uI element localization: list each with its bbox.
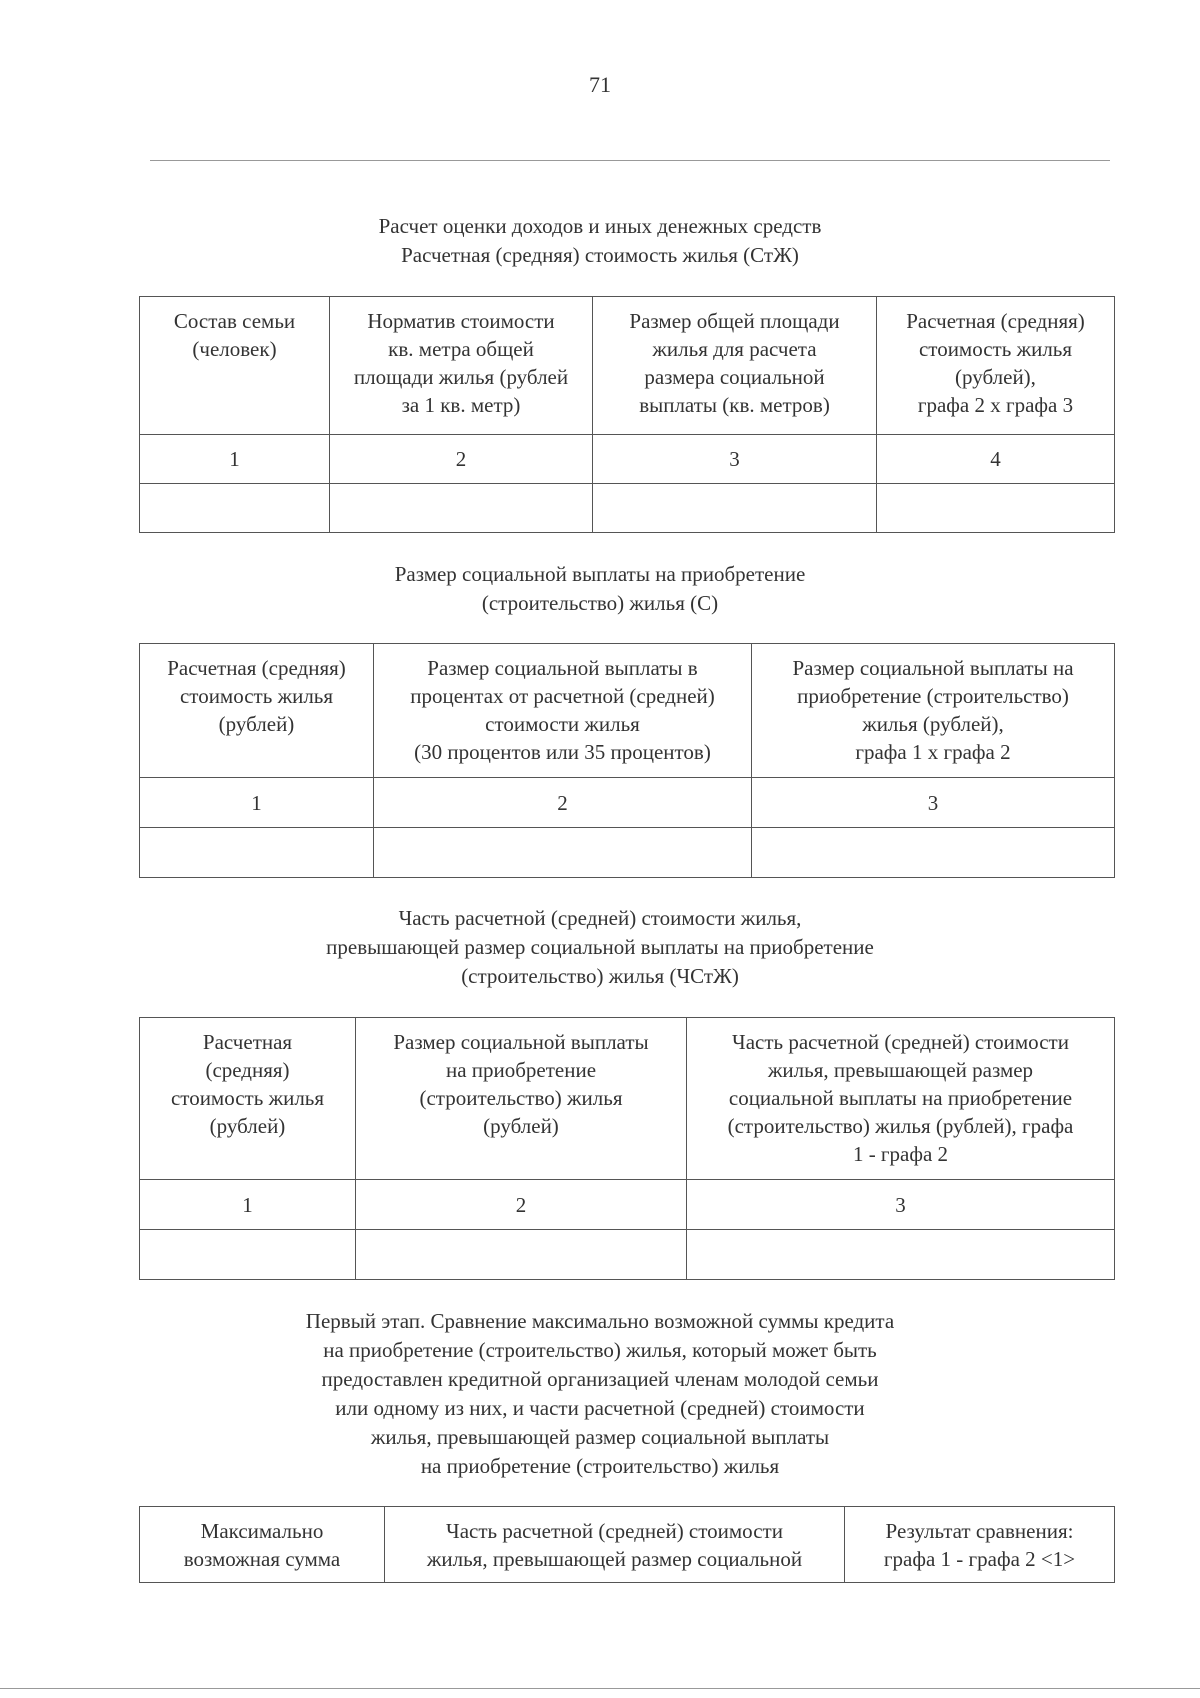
header-line: Расчетная xyxy=(202,1030,293,1054)
section4-title-line: на приобретение (строительство) жилья xyxy=(420,1454,780,1478)
bottom-rule xyxy=(0,1688,1200,1689)
header-line: Норматив стоимости xyxy=(367,309,555,333)
header-payment-amount xyxy=(752,644,1115,778)
empty-cell xyxy=(752,828,1115,878)
header-line: Максимально xyxy=(200,1519,324,1543)
column-number: 1 xyxy=(140,778,374,828)
section4-title-line: Первый этап. Сравнение максимально возможной суммы кредита xyxy=(305,1309,895,1333)
column-number: 1 xyxy=(140,435,330,484)
header-line: Расчетная (средняя) xyxy=(906,309,1085,333)
header-line: стоимость жилья xyxy=(170,1086,325,1110)
section2-title-line2: (строительство) жилья (С) xyxy=(481,591,719,615)
section3-title-line1: Часть расчетной (средней) стоимости жилья, xyxy=(398,906,802,930)
section4-title-line: на приобретение (строительство) жилья, который может быть xyxy=(323,1338,877,1362)
column-number: 2 xyxy=(356,1180,687,1230)
header-line: за 1 кв. метр) xyxy=(401,393,521,417)
header-line: жилья, превышающей размер xyxy=(767,1058,1034,1082)
header-line: Результат сравнения: xyxy=(885,1519,1074,1543)
header-line: 1 - графа 2 xyxy=(852,1142,949,1166)
table-housing-cost xyxy=(139,296,1115,533)
header-area xyxy=(593,297,877,435)
empty-cell xyxy=(356,1230,687,1280)
section2-title-line1: Размер социальной выплаты на приобретение xyxy=(394,562,806,586)
header-max-credit xyxy=(140,1507,385,1583)
section3-title-line2: превышающей размер социальной выплаты на приобретение xyxy=(326,935,874,959)
column-number: 3 xyxy=(593,435,877,484)
header-line: (строительство) жилья (рублей), графа xyxy=(727,1114,1074,1138)
header-line: (человек) xyxy=(192,337,277,361)
header-line: Размер общей площади xyxy=(629,309,840,333)
header-line: (средняя) xyxy=(205,1058,290,1082)
header-estimated-cost xyxy=(140,1018,356,1180)
header-line: (рублей) xyxy=(209,1114,286,1138)
header-line: Размер социальной выплаты xyxy=(393,1030,649,1054)
header-line: графа 1 - графа 2 <1> xyxy=(883,1547,1076,1571)
table-social-payment xyxy=(139,643,1115,878)
header-line: Размер социальной выплаты в xyxy=(427,656,698,680)
page-number: 71 xyxy=(589,72,611,97)
header-line: жилья для расчета xyxy=(652,337,817,361)
header-cost-excess xyxy=(385,1507,845,1583)
header-line: Состав семьи xyxy=(173,309,296,333)
header-line: (рублей) xyxy=(218,712,295,736)
section3-title-line3: (строительство) жилья (ЧСтЖ) xyxy=(461,964,739,988)
header-cost-excess xyxy=(687,1018,1115,1180)
header-line: стоимость жилья xyxy=(918,337,1073,361)
header-family-size xyxy=(140,297,330,435)
column-number: 4 xyxy=(877,435,1115,484)
header-line: процентах от расчетной (средней) xyxy=(410,684,715,708)
header-line: (30 процентов или 35 процентов) xyxy=(414,740,711,764)
header-line: (рублей), xyxy=(955,365,1036,389)
section4-title-line: жилья, превышающей размер социальной выплаты xyxy=(370,1425,830,1449)
header-line: графа 2 x графа 3 xyxy=(917,393,1074,417)
header-line: кв. метра общей xyxy=(388,337,534,361)
header-payment-percent xyxy=(374,644,752,778)
column-number: 3 xyxy=(687,1180,1115,1230)
empty-cell xyxy=(687,1230,1115,1280)
header-payment-amount xyxy=(356,1018,687,1180)
header-line: площади жилья (рублей xyxy=(353,365,569,389)
empty-cell xyxy=(374,828,752,878)
header-line: приобретение (строительство) xyxy=(797,684,1069,708)
empty-cell xyxy=(330,484,593,533)
header-estimated-cost xyxy=(140,644,374,778)
section1-title-line1: Расчет оценки доходов и иных денежных средств xyxy=(378,214,822,238)
column-number: 3 xyxy=(752,778,1115,828)
header-line: социальной выплаты на приобретение xyxy=(728,1086,1073,1110)
header-line: жилья (рублей), xyxy=(862,712,1004,736)
top-rule xyxy=(150,160,1110,161)
header-comparison-result xyxy=(845,1507,1115,1583)
section1-title-line2: Расчетная (средняя) стоимость жилья (СтЖ) xyxy=(401,243,799,267)
column-number: 1 xyxy=(140,1180,356,1230)
empty-cell xyxy=(593,484,877,533)
header-line: на приобретение xyxy=(445,1058,597,1082)
column-number: 2 xyxy=(330,435,593,484)
empty-cell xyxy=(140,484,330,533)
header-line: жилья, превышающей размер социальной xyxy=(426,1547,803,1571)
table-cost-excess xyxy=(139,1017,1115,1280)
header-line: Часть расчетной (средней) стоимости xyxy=(732,1030,1069,1054)
table-first-stage-comparison xyxy=(139,1506,1115,1583)
empty-cell xyxy=(140,828,374,878)
column-number: 2 xyxy=(374,778,752,828)
empty-cell xyxy=(140,1230,356,1280)
header-line: возможная сумма xyxy=(183,1547,341,1571)
empty-cell xyxy=(877,484,1115,533)
header-line: Расчетная (средняя) xyxy=(167,656,346,680)
section4-title-line: предоставлен кредитной организацией членам молодой семьи xyxy=(321,1367,879,1391)
header-estimated-cost xyxy=(877,297,1115,435)
header-line: (строительство) жилья xyxy=(419,1086,623,1110)
header-line: стоимость жилья xyxy=(179,684,334,708)
header-line: размера социальной xyxy=(644,365,825,389)
header-line: Часть расчетной (средней) стоимости xyxy=(446,1519,783,1543)
header-line: (рублей) xyxy=(483,1114,559,1138)
header-line: Размер социальной выплаты на xyxy=(792,656,1074,680)
header-line: графа 1 x графа 2 xyxy=(855,740,1011,764)
header-line: выплаты (кв. метров) xyxy=(639,393,830,417)
section4-title-line: или одному из них, и части расчетной (средней) стоимости xyxy=(335,1396,865,1420)
header-cost-norm xyxy=(330,297,593,435)
header-line: стоимости жилья xyxy=(485,712,640,736)
